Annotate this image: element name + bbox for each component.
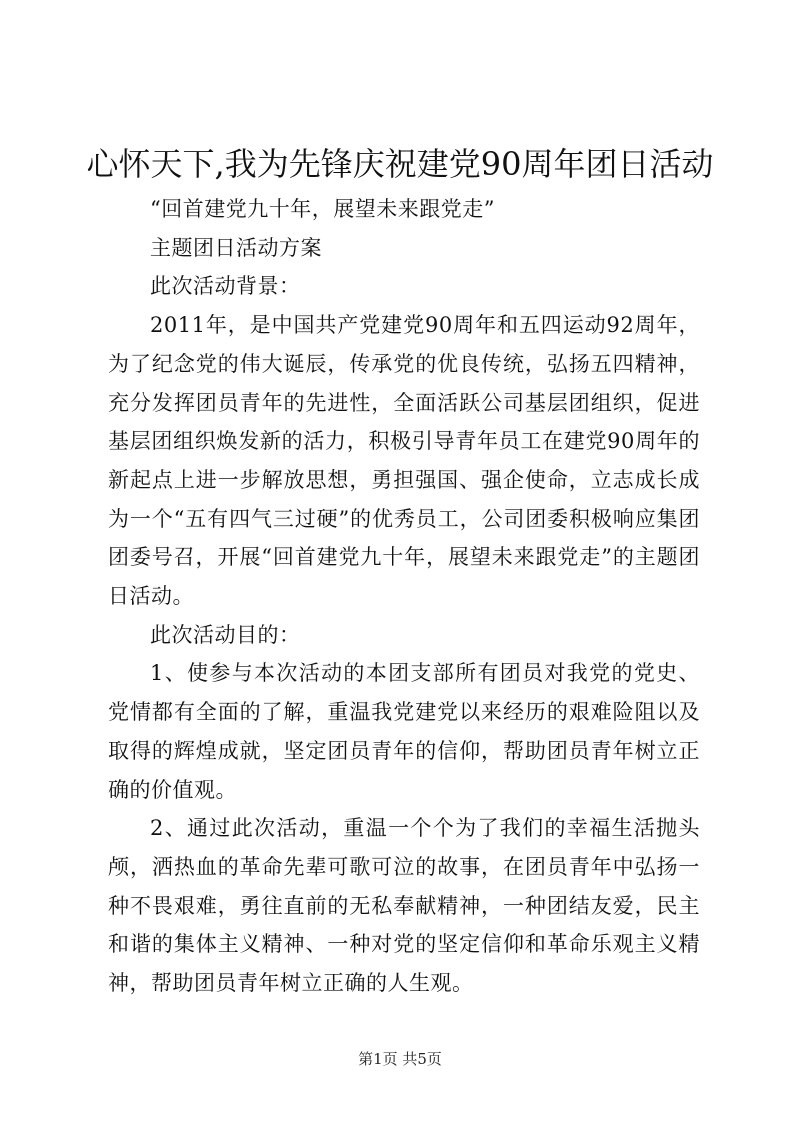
paragraph-purpose-heading: 此次活动目的： bbox=[150, 622, 301, 647]
document-body bbox=[108, 190, 700, 1003]
document-title: 心怀天下,我为先锋庆祝建党90周年团日活动 bbox=[86, 145, 714, 183]
paragraph-purpose-1: 1、使参与本次活动的本团支部所有团员对我党的党史、党情都有全面的了解，重温我党建党以来经历的艰难险阻以及取得的辉煌成就，坚定团员青年的信仰，帮助团员青年树立正确的价值观。 bbox=[108, 661, 700, 802]
paragraph-slogan: “回首建党九十年，展望未来跟党走” bbox=[150, 197, 495, 221]
page-number-footer: 第1页 共5页 bbox=[358, 1050, 442, 1068]
paragraph-subtitle: 主题团日活动方案 bbox=[150, 235, 322, 260]
paragraph-background-heading: 此次活动背景： bbox=[150, 274, 301, 299]
paragraph-background-body: 2011年，是中国共产党建党90周年和五四运动92周年，为了纪念党的伟大诞辰，传承党的优良传统，弘扬五四精神，充分发挥团员青年的先进性，全面活跃公司基层团组织，促进基层团组织焕发新的活力，积极引导青年员工在建党90周年的新起点上进一步解放思想，勇担强国、强企使命，立志成长成为一个“五有四气三过硬”的优秀员工，公司团委积极响应集团团委号召，开展“回首建党九十年，展望未来跟党走”的主题团日活动。 bbox=[108, 313, 700, 609]
paragraph-purpose-2: 2、通过此次活动，重温一个个为了我们的幸福生活抛头颅，洒热血的革命先辈可歌可泣的故事，在团员青年中弘扬一种不畏艰难，勇往直前的无私奉献精神，一种团结友爱，民主和谐的集体主义精神、一种对党的坚定信仰和革命乐观主义精神，帮助团员青年树立正确的人生观。 bbox=[108, 816, 700, 996]
